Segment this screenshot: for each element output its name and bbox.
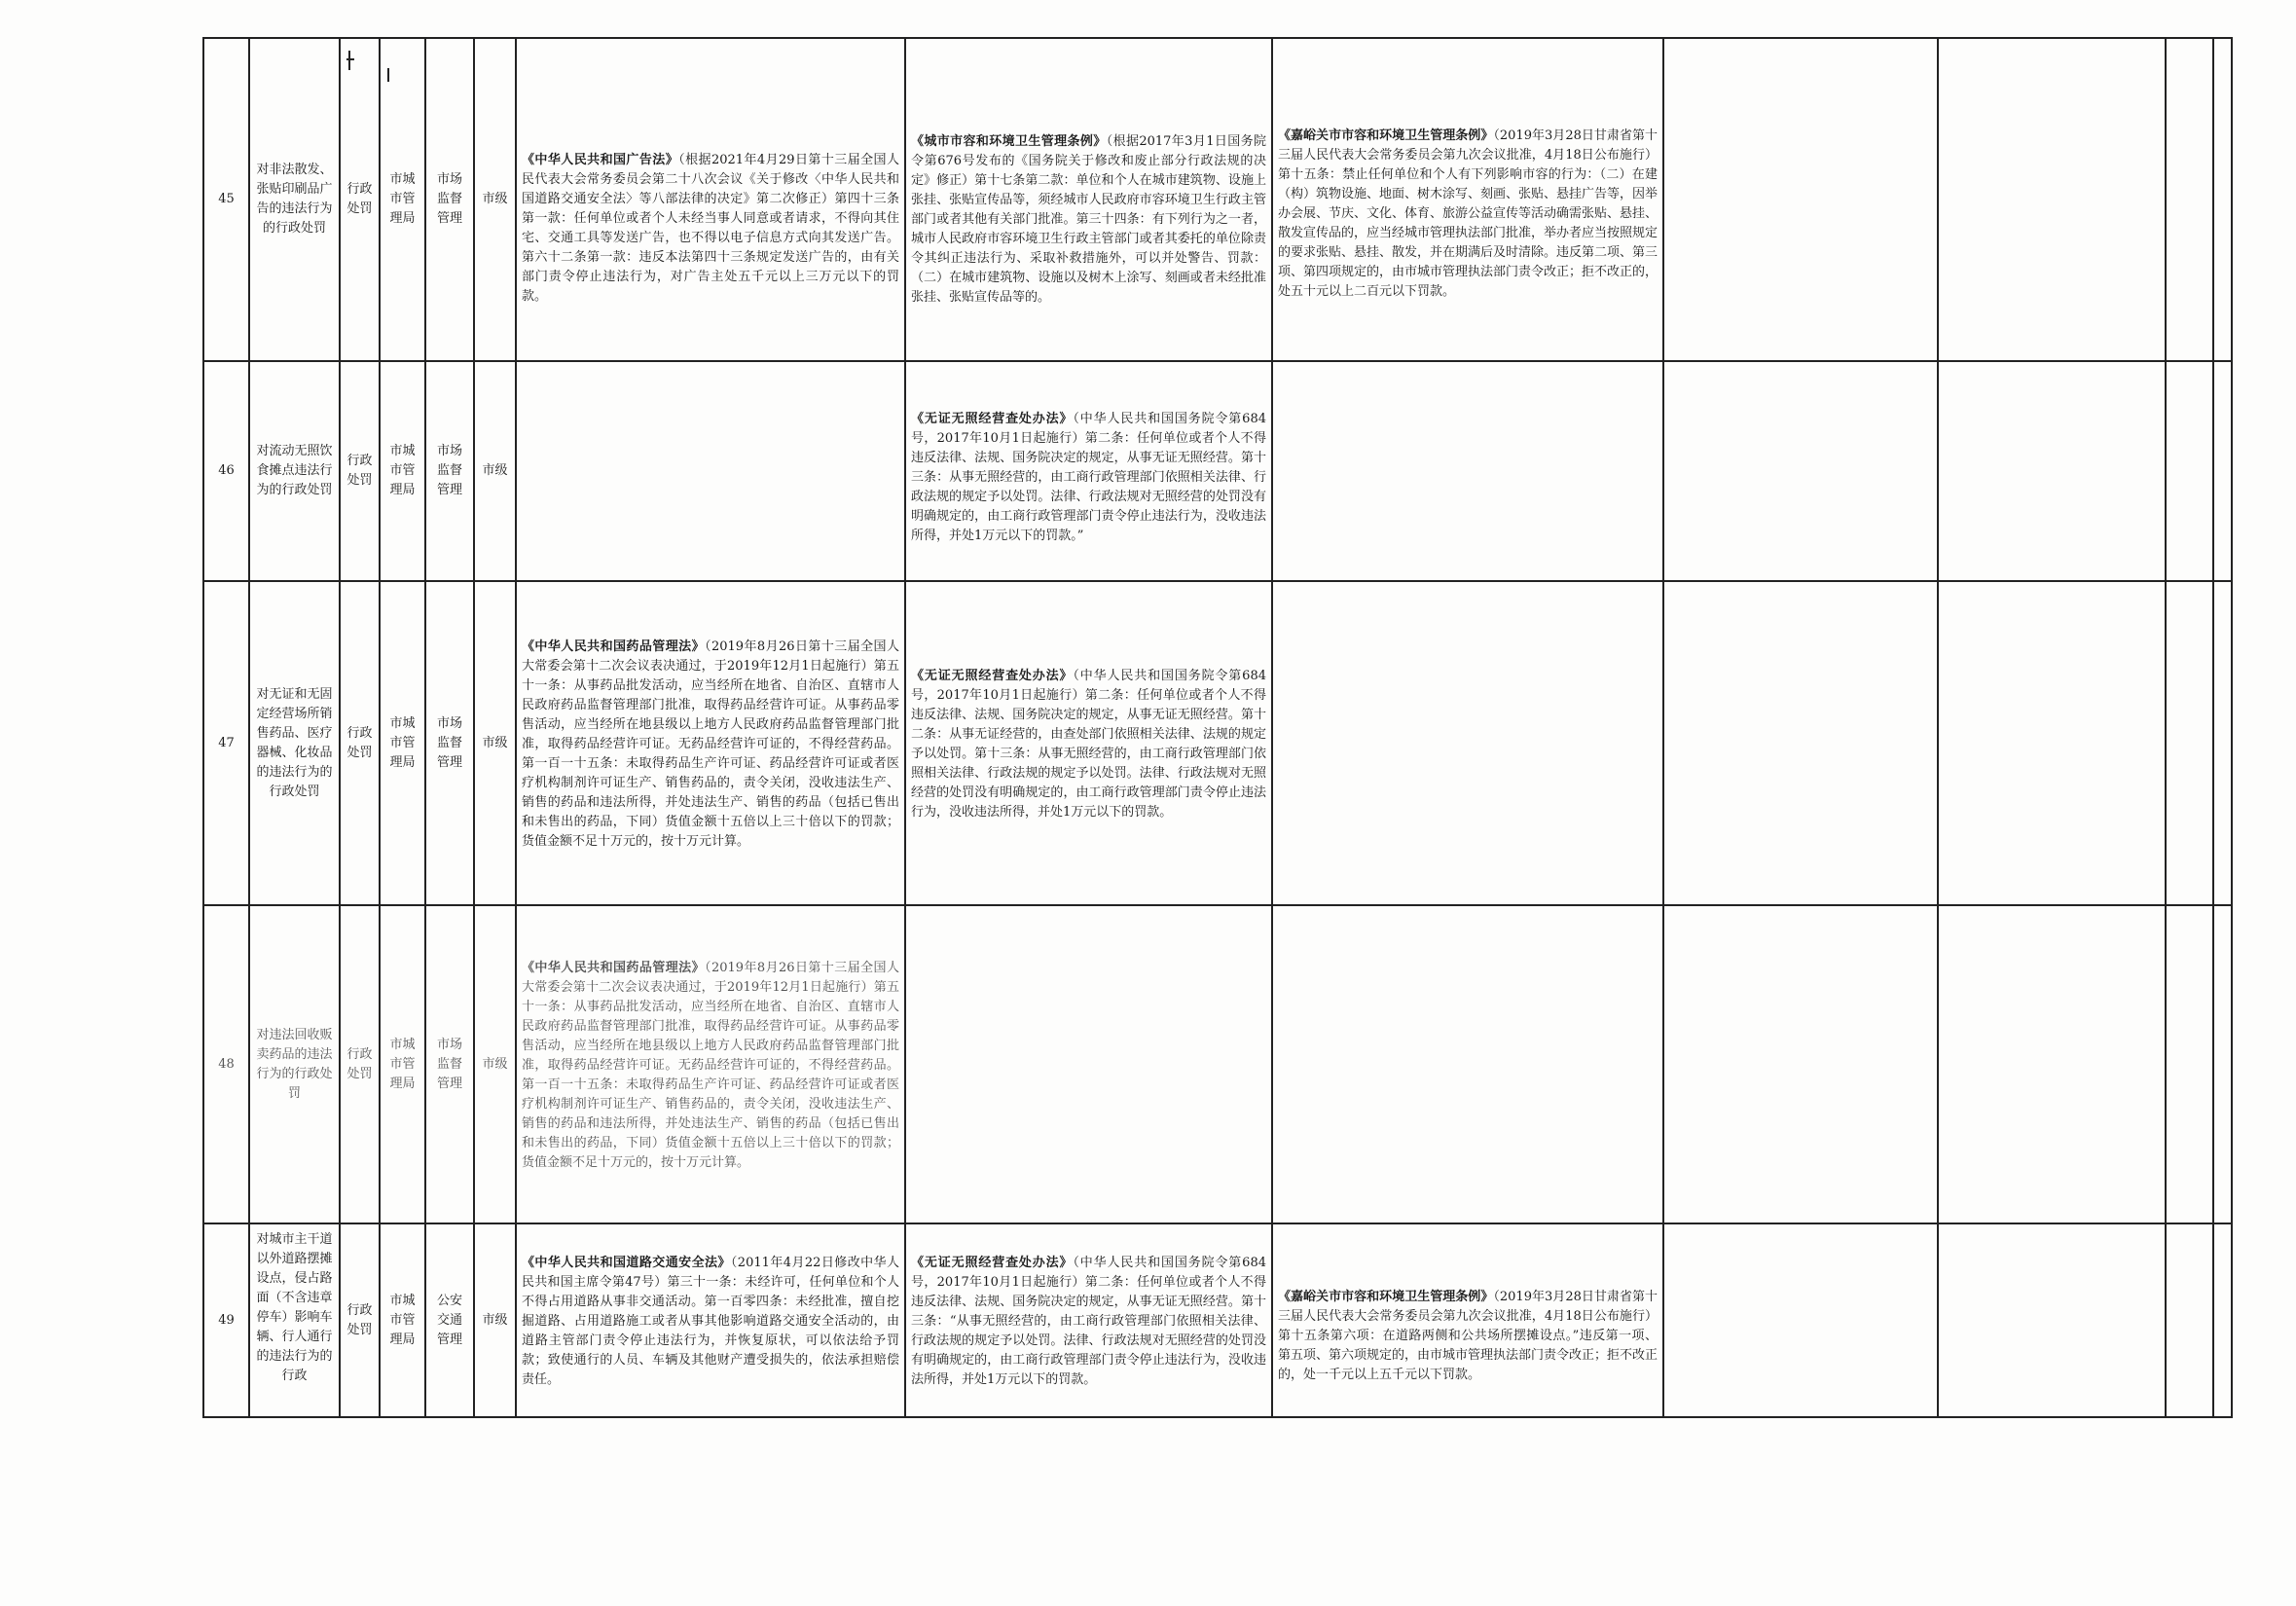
law-basis-1 — [516, 1223, 905, 1417]
department: 市城市管理局 — [380, 1223, 425, 1417]
department: 市城市管理局 — [380, 361, 425, 581]
original-department: 市场监督管理 — [425, 361, 474, 581]
law-text: （中华人民共和国国务院令第684号，2017年10月1日起施行）第二条：任何单位或者个人不得违反法律、法规、国务院决定的规定，从事无证无照经营。第十二条：从事无证经营的，由查处部门依照相关法律、法规的规定予以处罚。第十三条：从事无照经营的，由工商行政管理部门依照相关法律、行政法规的规定予以处罚。法律、行政法规对无照经营的处罚没有明确规定的，由工商行政管理部门责令停止违法行为，没收违法所得，并处1万元以下的罚款。 — [911, 668, 1266, 820]
law-basis-2 — [905, 581, 1272, 905]
empty-cell — [2213, 38, 2232, 361]
law-basis-3 — [1272, 38, 1663, 361]
law-basis-1 — [516, 905, 905, 1223]
law-text: （2019年3月28日甘肃省第十三届人民代表大会常务委员会第九次会议批准，4月18日公布施行）第十五条第六项：在道路两侧和公共场所摆摊设点。”违反第一项、第五项、第六项规定的，由市城市管理执法部门责令改正；拒不改正的，处一千元以上五千元以下罚款。 — [1278, 1289, 1658, 1382]
empty-cell — [1663, 581, 1938, 905]
law-title: 《无证无照经营查处办法》 — [911, 668, 1074, 683]
law-text: （根据2017年3月1日国务院令第676号发布的《国务院关于修改和废止部分行政法规的决定》修正）第十七条第二款：单位和个人在城市建筑物、设施上张挂、张贴宣传品等，须经城市人民政府市容环境卫生行政主管部门或者其他有关部门批准。第三十四条：有下列行为之一者，城市人民政府市容环境卫生行政主管部门或者其委托的单位除责令其纠正违法行为、采取补救措施外，可以并处警告、罚款：（二）在城市建筑物、设施以及树木上涂写、刻画或者未经批准张挂、张贴宣传品等的。 — [911, 134, 1266, 305]
empty-cell — [2213, 905, 2232, 1223]
law-text: （中华人民共和国国务院令第684号，2017年10月1日起施行）第二条：任何单位或者个人不得违反法律、法规、国务院决定的规定，从事无证无照经营。第十三条：“从事无照经营的，由工商行政管理部门依照相关法律、行政法规的规定予以处罚。法律、行政法规对无照经营的处罚没有明确规定的，由工商行政管理部门责令停止违法行为，没收违法所得，并处1万元以下的罚款。 — [911, 1255, 1266, 1387]
item-name: 对流动无照饮食摊点违法行为的行政处罚 — [249, 361, 340, 581]
law-title: 《中华人民共和国药品管理法》 — [522, 639, 706, 654]
item-name: 对非法散发、张贴印刷品广告的违法行为的行政处罚 — [249, 38, 340, 361]
empty-cell — [1938, 361, 2166, 581]
level: 市级 — [474, 581, 516, 905]
table-row — [203, 361, 2232, 581]
empty-cell — [2166, 361, 2213, 581]
law-title: 《中华人民共和国广告法》 — [522, 153, 679, 167]
law-text: （根据2021年4月29日第十三届全国人民代表大会常务委员会第二十八次会议《关于修改〈中华人民共和国道路交通安全法〉等八部法律的决定》第二次修正）第四十三条第一款：任何单位或者个人未经当事人同意或者请求，不得向其住宅、交通工具等发送广告，也不得以电子信息方式向其发送广告。第六十二条第一款：违反本法第四十三条规定发送广告的，由有关部门责令停止违法行为，对广告主处五千元以上三万元以下的罚款。 — [522, 153, 899, 304]
law-text: （2019年8月26日第十三届全国人大常委会第十二次会议表决通过，于2019年12月1日起施行）第五十一条：从事药品批发活动，应当经所在地省、自治区、直辖市人民政府药品监督管理部门批准，取得药品经营许可证。从事药品零售活动，应当经所在地县级以上地方人民政府药品监督管理部门批准，取得药品经营许可证。无药品经营许可证的，不得经营药品。第一百一十五条：未取得药品生产许可证、药品经营许可证或者医疗机构制剂许可证生产、销售药品的，责令关闭，没收违法生产、销售的药品和违法所得，并处违法生产、销售的药品（包括已售出和未售出的药品，下同）货值金额十五倍以上三十倍以下的罚款；货值金额不足十万元的，按十万元计算。 — [522, 960, 899, 1170]
level: 市级 — [474, 1223, 516, 1417]
empty-cell — [2166, 581, 2213, 905]
law-text: （2019年3月28日甘肃省第十三届人民代表大会常务委员会第九次会议批准，4月18日公布施行）第十五条：禁止任何单位和个人有下列影响市容的行为：（二）在建（构）筑物设施、地面、树木涂写、刻画、张贴、悬挂广告等，因举办会展、节庆、文化、体育、旅游公益宣传等活动确需张贴、悬挂、散发宣传品的，应当经城市管理执法部门批准，举办者应当按照规定的要求张贴、悬挂、散发，并在期满后及时清除。违反第二项、第三项、第四项规定的，由市城市管理执法部门责令改正；拒不改正的，处五十元以上二百元以下罚款。 — [1278, 128, 1658, 299]
law-basis-3 — [1272, 581, 1663, 905]
law-text: （中华人民共和国国务院令第684号，2017年10月1日起施行）第二条：任何单位或者个人不得违反法律、法规、国务院决定的规定，从事无证无照经营。第十三条：从事无照经营的，由工商行政管理部门依照相关法律、行政法规的规定予以处罚。法律、行政法规对无照经营的处罚没有明确规定的，由工商行政管理部门责令停止违法行为，没收违法所得，并处1万元以下的罚款。” — [911, 412, 1266, 543]
law-title: 《无证无照经营查处办法》 — [911, 412, 1074, 426]
level: 市级 — [474, 38, 516, 361]
empty-cell — [2213, 581, 2232, 905]
item-type: 行政处罚 — [340, 1223, 380, 1417]
empty-cell — [2213, 361, 2232, 581]
law-title: 《城市市容和环境卫生管理条例》 — [911, 134, 1107, 149]
row-number: 46 — [203, 361, 249, 581]
table-row — [203, 905, 2232, 1223]
law-basis-1 — [516, 361, 905, 581]
table-row — [203, 1223, 2232, 1417]
empty-cell — [2166, 38, 2213, 361]
empty-cell — [1938, 38, 2166, 361]
item-type: 行政处罚 — [340, 581, 380, 905]
empty-cell — [1663, 1223, 1938, 1417]
empty-cell — [1938, 581, 2166, 905]
empty-cell — [1938, 1223, 2166, 1417]
table-row — [203, 581, 2232, 905]
law-basis-3 — [1272, 905, 1663, 1223]
row-number: 45 — [203, 38, 249, 361]
law-basis-3 — [1272, 361, 1663, 581]
row-number: 47 — [203, 581, 249, 905]
empty-cell — [2166, 905, 2213, 1223]
table-row — [203, 38, 2232, 361]
law-basis-2 — [905, 1223, 1272, 1417]
empty-cell — [1663, 905, 1938, 1223]
law-basis-1 — [516, 581, 905, 905]
row-number: 48 — [203, 905, 249, 1223]
department: 市城市管理局 — [380, 38, 425, 361]
law-title: 《中华人民共和国药品管理法》 — [522, 960, 706, 975]
item-type: 行政处罚 — [340, 905, 380, 1223]
penalty-items-table — [202, 37, 2233, 1418]
law-text: （2019年8月26日第十三届全国人大常委会第十二次会议表决通过，于2019年12月1日起施行）第五十一条：从事药品批发活动，应当经所在地省、自治区、直辖市人民政府药品监督管理部门批准，取得药品经营许可证。从事药品零售活动，应当经所在地县级以上地方人民政府药品监督管理部门批准，取得药品经营许可证。无药品经营许可证的，不得经营药品。第一百一十五条：未取得药品生产许可证、药品经营许可证或者医疗机构制剂许可证生产、销售药品的，责令关闭，没收违法生产、销售的药品和违法所得，并处违法生产、销售的药品（包括已售出和未售出的药品，下同）货值金额十五倍以上三十倍以下的罚款；货值金额不足十万元的，按十万元计算。 — [522, 639, 899, 849]
original-department: 公安交通管理 — [425, 1223, 474, 1417]
original-department: 市场监督管理 — [425, 38, 474, 361]
law-title: 《嘉峪关市市容和环境卫生管理条例》 — [1278, 128, 1494, 143]
law-basis-2 — [905, 361, 1272, 581]
empty-cell — [2166, 1223, 2213, 1417]
original-department: 市场监督管理 — [425, 581, 474, 905]
item-name: 对城市主干道以外道路摆摊设点，侵占路面（不含违章停车）影响车辆、行人通行的违法行为的行政 — [249, 1223, 340, 1417]
row-number: 49 — [203, 1223, 249, 1417]
empty-cell — [2213, 1223, 2232, 1417]
law-text: （2011年4月22日修改中华人民共和国主席令第47号）第三十一条：未经许可，任何单位和个人不得占用道路从事非交通活动。第一百零四条：未经批准，擅自挖掘道路、占用道路施工或者从事其他影响道路交通安全活动的，由道路主管部门责令停止违法行为，并恢复原状，可以依法给予罚款；致使通行的人员、车辆及其他财产遭受损失的，依法承担赔偿责任。 — [522, 1255, 899, 1387]
law-title: 《嘉峪关市市容和环境卫生管理条例》 — [1278, 1289, 1494, 1304]
item-name: 对无证和无固定经营场所销售药品、医疗器械、化妆品的违法行为的行政处罚 — [249, 581, 340, 905]
department: 市城市管理局 — [380, 581, 425, 905]
law-basis-3 — [1272, 1223, 1663, 1417]
item-type: 行政处罚 — [340, 38, 380, 361]
department: 市城市管理局 — [380, 905, 425, 1223]
empty-cell — [1938, 905, 2166, 1223]
law-basis-2 — [905, 38, 1272, 361]
item-name: 对违法回收贩卖药品的违法行为的行政处罚 — [249, 905, 340, 1223]
law-basis-2 — [905, 905, 1272, 1223]
empty-cell — [1663, 38, 1938, 361]
original-department: 市场监督管理 — [425, 905, 474, 1223]
empty-cell — [1663, 361, 1938, 581]
item-type: 行政处罚 — [340, 361, 380, 581]
level: 市级 — [474, 905, 516, 1223]
law-title: 《无证无照经营查处办法》 — [911, 1255, 1074, 1270]
level: 市级 — [474, 361, 516, 581]
law-title: 《中华人民共和国道路交通安全法》 — [522, 1255, 731, 1270]
law-basis-1 — [516, 38, 905, 361]
